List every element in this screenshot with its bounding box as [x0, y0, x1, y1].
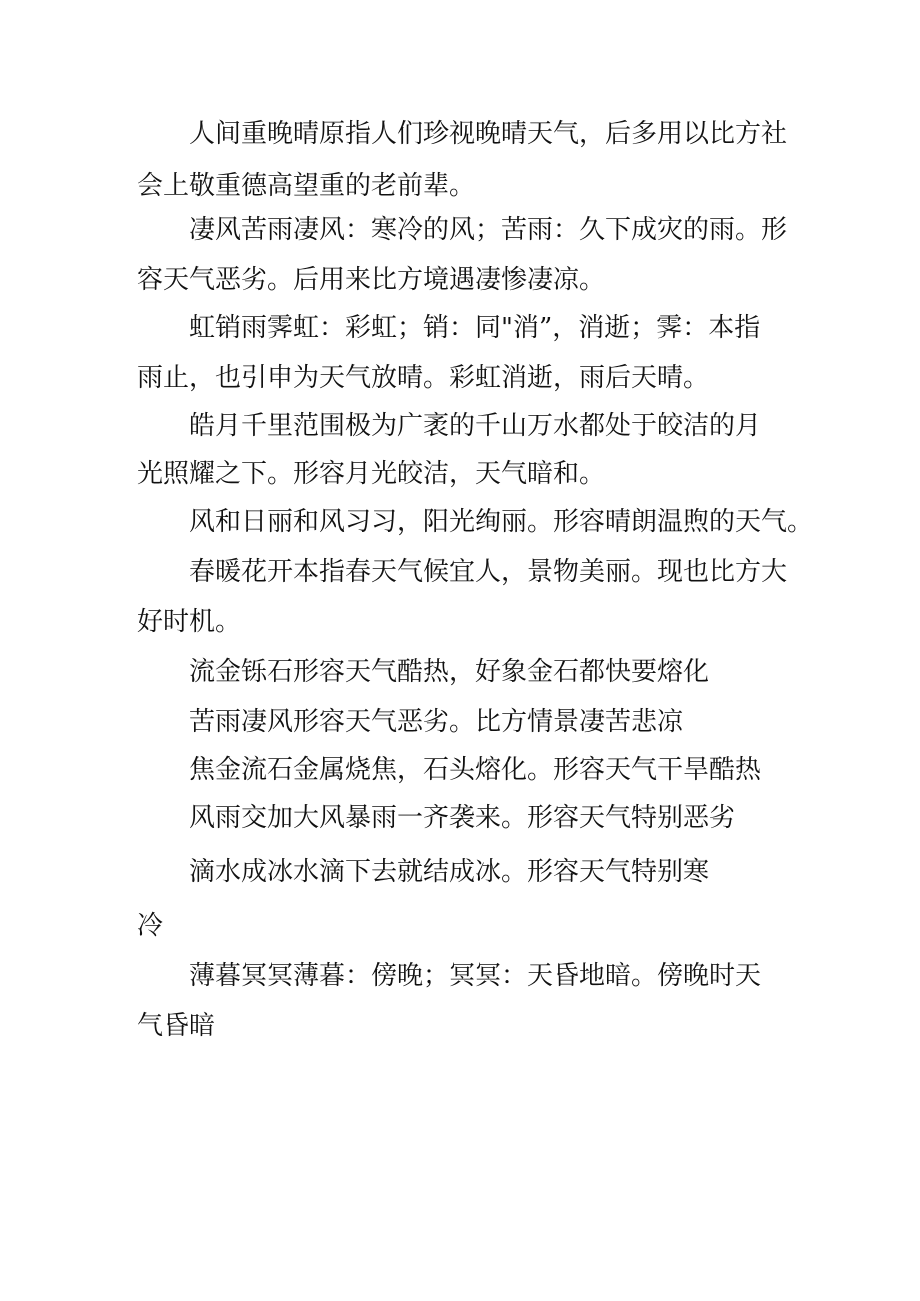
paragraph-line: 好时机。 — [137, 607, 242, 637]
paragraph-line: 会上敬重德高望重的老前辈。 — [137, 171, 476, 201]
paragraph-line: 气昏暗 — [137, 1011, 216, 1041]
paragraph-line: 流金铄石形容天气酷热，好象金石都快要熔化 — [189, 657, 710, 687]
paragraph-line: 风雨交加大风暴雨一齐袭来。形容天气特别恶劣 — [189, 803, 736, 833]
paragraph-line: 凄风苦雨凄风：寒冷的风；苦雨：久下成灾的雨。形 — [189, 215, 788, 245]
paragraph-line: 焦金流石金属烧焦，石头熔化。形容天气干旱酷热 — [189, 755, 762, 785]
paragraph-line: 苦雨凄风形容天气恶劣。比方情景凄苦悲凉 — [189, 707, 684, 737]
paragraph-line: 皓月千里范围极为广袤的千山万水都处于皎洁的月 — [189, 411, 762, 441]
paragraph-line: 冷 — [137, 911, 164, 941]
paragraph-line: 光照耀之下。形容月光皎洁，天气暗和。 — [137, 459, 606, 489]
paragraph-line: 滴水成冰水滴下去就结成冰。形容天气特别寒 — [189, 857, 710, 887]
paragraph-line: 春暖花开本指春天气候宜人，景物美丽。现也比方大 — [189, 557, 788, 587]
paragraph-line: 薄暮冥冥薄暮：傍晚；冥冥：天昏地暗。傍晚时天 — [189, 961, 762, 991]
paragraph-line: 虹销雨霁虹：彩虹；销：同"消”，消逝；霁：本指 — [189, 313, 761, 343]
paragraph-line: 容天气恶劣。后用来比方境遇凄惨凄凉。 — [137, 265, 606, 295]
paragraph-line: 风和日丽和风习习，阳光绚丽。形容晴朗温煦的天气。 — [189, 507, 814, 537]
paragraph-line: 雨止，也引申为天气放晴。彩虹消逝，雨后天晴。 — [137, 363, 710, 393]
paragraph-line: 人间重晚晴原指人们珍视晚晴天气，后多用以比方社 — [189, 119, 788, 149]
